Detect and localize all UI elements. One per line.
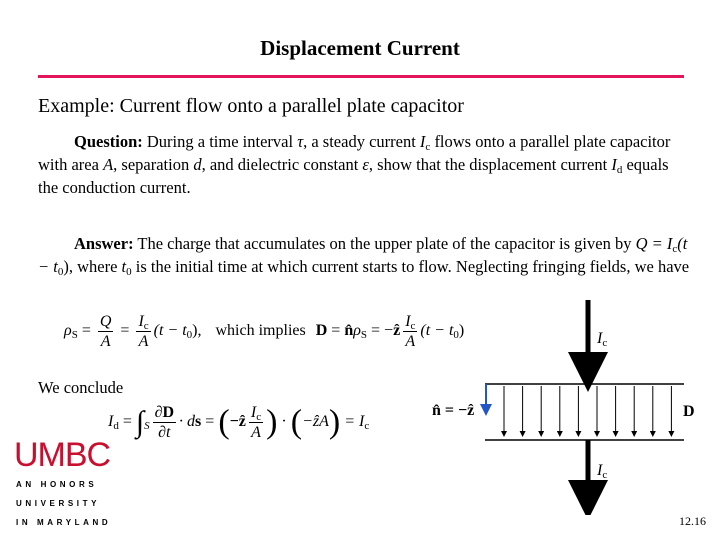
displacement-current-equation: $I_d = \int_S$ $\frac{\partial D}{\partial t}$ · ds = (−ẑ $\frac{I_c}{A}$ ) · (−ẑA) = $I_c$ [108, 403, 370, 441]
example-heading: Example: Current flow onto a parallel plate capacitor [38, 95, 464, 117]
slide-title: Displacement Current [260, 36, 460, 60]
logo-line-1: AN HONORS [16, 480, 98, 489]
answer-label: Answer: [74, 234, 134, 253]
conclude-text: We conclude [38, 378, 124, 397]
question-paragraph: Question: During a time interval τ, a steady current $I_c$ flows onto a parallel plate capacitor with area A, separation d, and dielectric constant ε, show that the displacement current $I_d$ equals the conduction current. [38, 132, 671, 197]
surface-charge-equation: $\rho_S$ = $\frac{Q}{A}$ = $\frac{I_c}{A}$ $(t - t_0)$, which implies $D = n̂\rho_S$ = −ẑ $\frac{I_c}{A}$ $(t - t_0)$ [64, 313, 465, 350]
question-label: Question: [74, 132, 143, 151]
umbc-logo: UMBC [14, 436, 111, 474]
ic-over-a-fraction: $\frac{I_c}{A}$ [138, 313, 149, 350]
logo-line-2: UNIVERSITY [16, 499, 101, 508]
logo-line-3: IN MARYLAND [16, 518, 112, 527]
ic-bottom-label: $I_c$ [597, 462, 608, 481]
partial-fraction: $\frac{\partial D}{\partial t}$ [154, 404, 175, 441]
d-field-label: D [683, 403, 695, 420]
page-number: 12.16 [679, 514, 706, 528]
ic-top-label: $I_c$ [597, 330, 608, 349]
q-over-a-fraction: $\frac{Q}{A}$ [99, 313, 112, 350]
ic-over-a-fraction-2: $\frac{I_c}{A}$ [405, 313, 416, 350]
integral-sign: ∫ [135, 405, 145, 439]
charge-equation: Q = I [635, 234, 673, 253]
field-arrows [504, 386, 671, 434]
title-divider [38, 75, 684, 78]
ic-over-a-fraction-3: $\frac{I_c}{A}$ [250, 404, 262, 441]
normal-vector-label: n̂ = −ẑ [432, 402, 475, 419]
answer-paragraph: Answer: The charge that accumulates on the upper plate of the capacitor is given by $Q = I_c(t - t_0)$, where $t_0$ is the initial time at which current starts to flow. Neglecting fringing fields, we have [38, 234, 690, 278]
